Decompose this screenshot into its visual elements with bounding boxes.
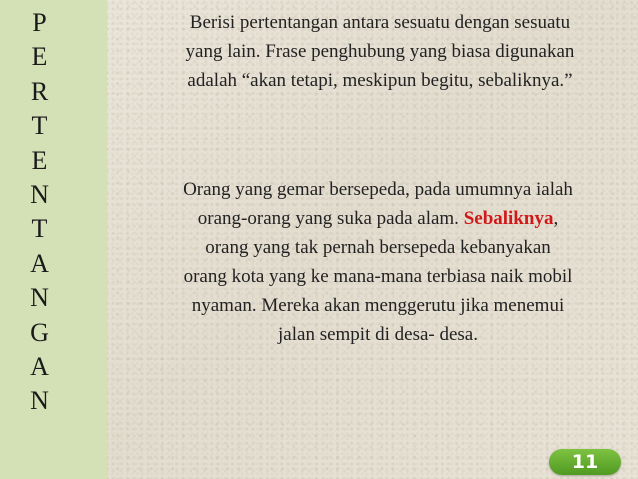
title-letter: A xyxy=(30,352,50,382)
definition-paragraph xyxy=(130,8,630,95)
highlight-word: Sebaliknya xyxy=(463,208,554,229)
definition-line: Berisi pertentangan antara sesuatu dengan sesuatu xyxy=(189,12,571,33)
vertical-title xyxy=(0,6,80,419)
example-line: orang yang tak pernah bersepeda kebanyakan xyxy=(205,237,551,258)
title-letter: E xyxy=(31,145,49,175)
definition-line: adalah “akan tetapi, meskipun begitu, sebaliknya.” xyxy=(187,70,573,91)
title-letter: N xyxy=(30,386,50,416)
example-line: nyaman. Mereka akan menggerutu jika menemui xyxy=(191,295,565,316)
slide-number-badge: 11 xyxy=(549,449,621,475)
sidebar-panel xyxy=(0,0,107,479)
title-letter: G xyxy=(30,317,50,347)
title-letter: N xyxy=(30,283,50,313)
example-line: Orang yang gemar bersepeda, pada umumnya ialah xyxy=(183,179,573,200)
title-letter: N xyxy=(30,180,50,210)
title-letter: A xyxy=(30,248,50,278)
title-letter: E xyxy=(31,42,49,72)
title-letter: T xyxy=(31,214,49,244)
example-text: , xyxy=(553,208,559,229)
title-letter: P xyxy=(32,8,48,37)
example-line: jalan sempit di desa- desa. xyxy=(278,324,478,345)
example-line xyxy=(118,204,638,233)
definition-line: yang lain. Frase penghubung yang biasa digunakan xyxy=(185,41,575,62)
title-letter: T xyxy=(31,111,49,141)
example-paragraph xyxy=(118,175,638,349)
example-line: orang kota yang ke mana-mana terbiasa naik mobil xyxy=(183,266,573,287)
title-letter: R xyxy=(30,76,50,106)
example-text: orang-orang yang suka pada alam. xyxy=(197,208,464,229)
